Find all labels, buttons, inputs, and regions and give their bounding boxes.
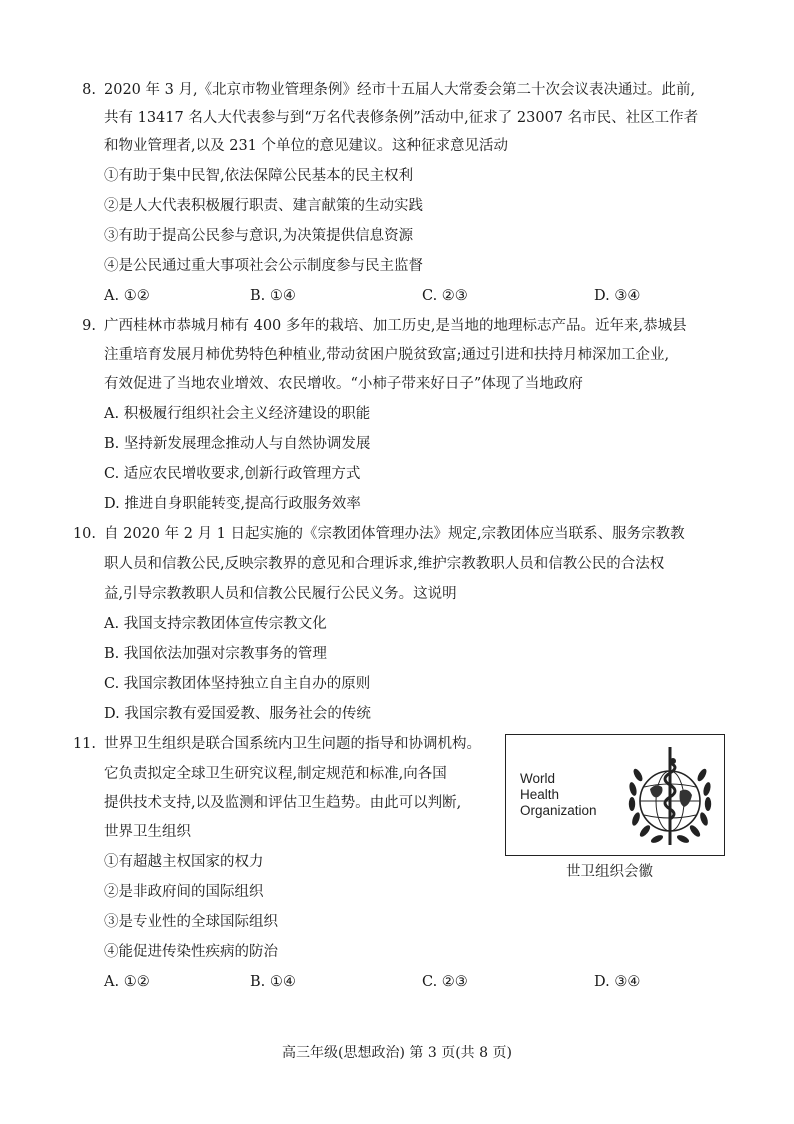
question-8-option-a: A. ①② xyxy=(104,288,150,304)
question-8-statement-2: ②是人大代表积极履行职责、建言献策的生动实践 xyxy=(104,198,423,214)
page-footer: 高三年级(思想政治) 第 3 页(共 8 页) xyxy=(282,1045,512,1061)
question-11-stem-line-1: 世界卫生组织是联合国系统内卫生问题的指导和协调机构。 xyxy=(104,736,481,752)
question-11-option-a: A. ①② xyxy=(104,974,150,990)
question-9-option-d: D. 推进自身职能转变,提高行政服务效率 xyxy=(104,496,361,512)
question-11-statement-1: ①有超越主权国家的权力 xyxy=(104,854,264,870)
question-8-stem-line-2: 共有 13417 名人大代表参与到“万名代表修条例”活动中,征求了 23007 名市民、社区工作者 xyxy=(104,110,699,126)
question-11-stem-line-3: 提供技术支持,以及监测和评估卫生趋势。由此可以判断, xyxy=(104,795,462,811)
question-11-number: 11. xyxy=(72,736,96,752)
question-10-stem-line-2: 职人员和信教公民,反映宗教界的意见和合理诉求,维护宗教教职人员和信教公民的合法权 xyxy=(104,556,665,572)
question-9-stem-line-1: 广西桂林市恭城月柿有 400 多年的栽培、加工历史,是当地的地理标志产品。近年来,恭城县 xyxy=(104,318,687,334)
question-8-option-d: D. ③④ xyxy=(594,288,641,304)
who-logo-line-health: Health xyxy=(520,787,560,802)
question-11-stem-line-2: 它负责拟定全球卫生研究议程,制定规范和标准,向各国 xyxy=(104,766,447,782)
question-8-statement-4: ④是公民通过重大事项社会公示制度参与民主监督 xyxy=(104,258,423,274)
who-logo-line-world: World xyxy=(520,771,556,786)
question-11-option-c: C. ②③ xyxy=(422,974,468,990)
question-8-option-b: B. ①④ xyxy=(250,288,296,304)
question-11-statement-3: ③是专业性的全球国际组织 xyxy=(104,914,278,930)
question-8-stem-line-1: 2020 年 3 月,《北京市物业管理条例》经市十五届人大常委会第二十次会议表决通过。此前, xyxy=(104,82,696,98)
question-10-stem-line-1: 自 2020 年 2 月 1 日起实施的《宗教团体管理办法》规定,宗教团体应当联系、服务宗教教 xyxy=(104,526,685,542)
question-11-stem-line-4: 世界卫生组织 xyxy=(104,824,191,840)
who-logo-text xyxy=(520,771,597,819)
who-emblem-icon xyxy=(624,741,716,851)
who-emblem-figure xyxy=(505,734,725,856)
question-9-stem-line-2: 注重培育发展月柿优势特色种植业,带动贫困户脱贫致富;通过引进和扶持月柿深加工企业, xyxy=(104,347,670,363)
question-9-option-c: C. 适应农民增收要求,创新行政管理方式 xyxy=(104,466,361,482)
who-emblem-caption: 世卫组织会徽 xyxy=(566,864,653,880)
question-10-option-c: C. 我国宗教团体坚持独立自主自办的原则 xyxy=(104,676,371,692)
question-10-number: 10. xyxy=(72,526,96,542)
question-11-option-b: B. ①④ xyxy=(250,974,296,990)
question-8-option-c: C. ②③ xyxy=(422,288,468,304)
question-9-stem-line-3: 有效促进了当地农业增效、农民增收。“小柿子带来好日子”体现了当地政府 xyxy=(104,376,583,392)
question-9-number: 9. xyxy=(82,318,96,334)
question-11-option-d: D. ③④ xyxy=(594,974,641,990)
question-8-number: 8. xyxy=(82,82,96,98)
question-10-option-b: B. 我国依法加强对宗教事务的管理 xyxy=(104,646,327,662)
question-8-statement-3: ③有助于提高公民参与意识,为决策提供信息资源 xyxy=(104,228,414,244)
question-10-option-a: A. 我国支持宗教团体宣传宗教文化 xyxy=(104,616,327,632)
question-10-stem-line-3: 益,引导宗教教职人员和信教公民履行公民义务。这说明 xyxy=(104,586,457,602)
question-11-statement-2: ②是非政府间的国际组织 xyxy=(104,884,264,900)
question-9-option-b: B. 坚持新发展理念推动人与自然协调发展 xyxy=(104,436,371,452)
question-10-option-d: D. 我国宗教有爱国爱教、服务社会的传统 xyxy=(104,706,371,722)
question-9-option-a: A. 积极履行组织社会主义经济建设的职能 xyxy=(104,406,371,422)
who-logo-line-organization: Organization xyxy=(520,803,597,818)
question-8-statement-1: ①有助于集中民智,依法保障公民基本的民主权利 xyxy=(104,168,414,184)
question-8-stem-line-3: 和物业管理者,以及 231 个单位的意见建议。这种征求意见活动 xyxy=(104,138,509,154)
question-11-statement-4: ④能促进传染性疾病的防治 xyxy=(104,944,278,960)
